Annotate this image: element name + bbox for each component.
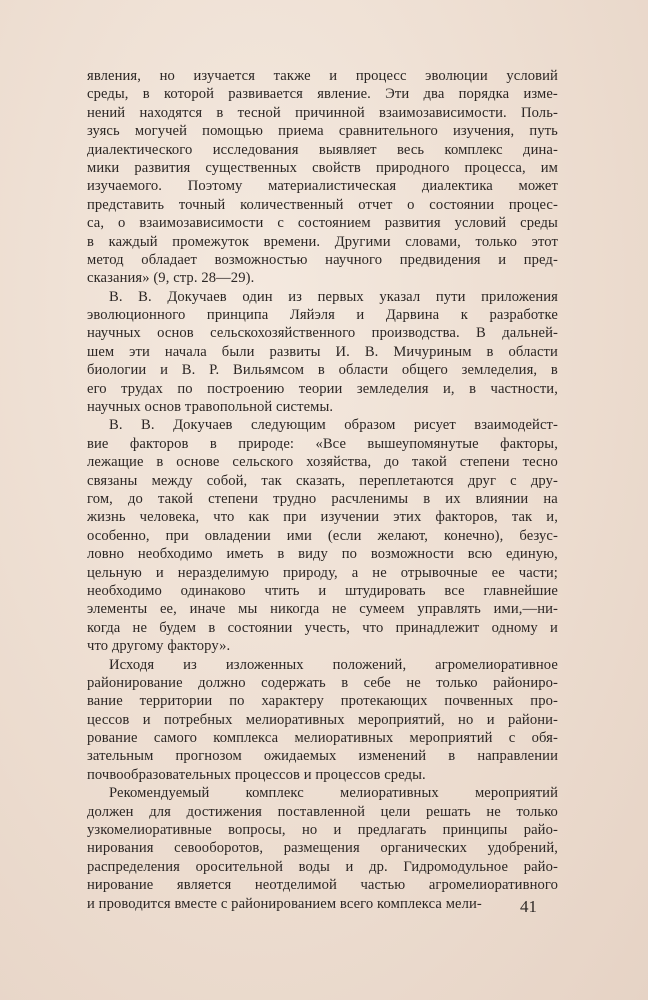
text-line: зательным прогнозом ожидаемых изменений в направлении xyxy=(87,748,558,765)
text-line: шем эти начала были развиты И. В. Мичуриным в области xyxy=(87,343,558,360)
text-line: биологии и В. Р. Вильямсом в области общего земледелия, в xyxy=(87,362,558,379)
text-line: диалектического исследования выявляет весь комплекс дина- xyxy=(87,141,558,158)
body-text xyxy=(87,67,558,913)
text-line: мики развития существенных свойств природного процесса, им xyxy=(87,159,558,176)
text-line: и проводится вместе с районированием всего комплекса мели- xyxy=(87,895,482,912)
text-line: почвообразовательных процессов и процессов среды. xyxy=(87,766,426,783)
text-line: ловно необходимо иметь в виду по возможности всю единую, xyxy=(87,546,558,563)
paragraph xyxy=(87,784,558,913)
text-line: представить точный количественный отчет о состоянии процес- xyxy=(87,196,558,213)
text-line: В. В. Докучаев следующим образом рисует взаимодейст- xyxy=(109,417,558,434)
text-line: нений находятся в тесной причинной взаимозависимости. Поль- xyxy=(87,104,558,121)
page-number: 41 xyxy=(520,897,537,916)
text-line: са, о взаимозависимости с состоянием развития условий среды xyxy=(87,215,558,232)
text-line: Исходя из изложенных положений, агромелиоративное xyxy=(109,656,558,673)
text-line: Рекомендуемый комплекс мелиоративных мероприятий xyxy=(109,785,558,802)
text-line: эволюционного принципа Ляйэля и Дарвина к разработке xyxy=(87,307,558,324)
text-line: лежащие в основе сельского хозяйства, до такой степени тесно xyxy=(87,454,558,471)
paragraph xyxy=(87,67,558,288)
text-line: в каждый промежуток времени. Другими словами, только этот xyxy=(87,233,558,250)
text-line: необходимо одинаково чтить и штудировать все главнейшие xyxy=(87,582,558,599)
text-line: распределения оросительной воды и др. Гидромодульное райо- xyxy=(87,858,558,875)
text-line: вание территории по характеру протекающих почвенных про- xyxy=(87,693,558,710)
text-line: В. В. Докучаев один из первых указал пути приложения xyxy=(109,288,558,305)
text-line: жизнь человека, что как при изучении этих факторов, так и, xyxy=(87,509,558,526)
text-line: районирование должно содержать в себе не только райониро- xyxy=(87,674,558,691)
text-line: научных основ травопольной системы. xyxy=(87,399,334,416)
text-line: связаны между собой, так сказать, переплетаются друг с дру- xyxy=(87,472,558,489)
text-line: элементы ее, иначе мы никогда не сумеем управлять ими,—ни- xyxy=(87,601,558,618)
text-line: зуясь могучей помощью приема сравнительного изучения, путь xyxy=(87,123,558,140)
text-line: гом, до такой степени трудно расчленимы в их влиянии на xyxy=(87,490,558,507)
paragraph xyxy=(87,416,558,655)
paragraph xyxy=(87,288,558,417)
text-line: должен для достижения поставленной цели решать не только xyxy=(87,803,558,820)
text-line: метод обладает возможностью научного предвидения и пред- xyxy=(87,251,558,268)
text-line: когда не будем в состоянии учесть, что принадлежит одному и xyxy=(87,619,558,636)
text-line: среды, в которой развивается явление. Эти два порядка изме- xyxy=(87,86,558,103)
text-line: рование самого комплекса мелиоративных мероприятий с обя- xyxy=(87,730,558,747)
paragraph xyxy=(87,656,558,785)
text-line: узкомелиоративные вопросы, но и предлагать принципы райо- xyxy=(87,822,558,839)
text-line: что другому фактору». xyxy=(87,638,231,655)
text-line: особенно, при овладении ими (если желают, конечно), безус- xyxy=(87,527,558,544)
text-line: нирования севооборотов, размещения органических удобрений, xyxy=(87,840,558,857)
text-line: научных основ сельскохозяйственного производства. В дальней- xyxy=(87,325,558,342)
text-line: нирование является неотделимой частью агромелиоративного xyxy=(87,877,558,894)
text-line: цельную и неразделимую природу, а не отрывочные ее части; xyxy=(87,564,558,581)
text-line: изучаемого. Поэтому материалистическая диалектика может xyxy=(87,178,558,195)
text-line: явления, но изучается также и процесс эволюции условий xyxy=(87,68,558,84)
text-line: вие факторов в природе: «Все вышеупомянутые факторы, xyxy=(87,435,558,452)
text-line: цессов и потребных мелиоративных мероприятий, но и райони- xyxy=(87,711,558,728)
text-line: его трудах по построению теории земледелия и, в частности, xyxy=(87,380,558,397)
text-line: сказания» (9, стр. 28—29). xyxy=(87,270,255,287)
